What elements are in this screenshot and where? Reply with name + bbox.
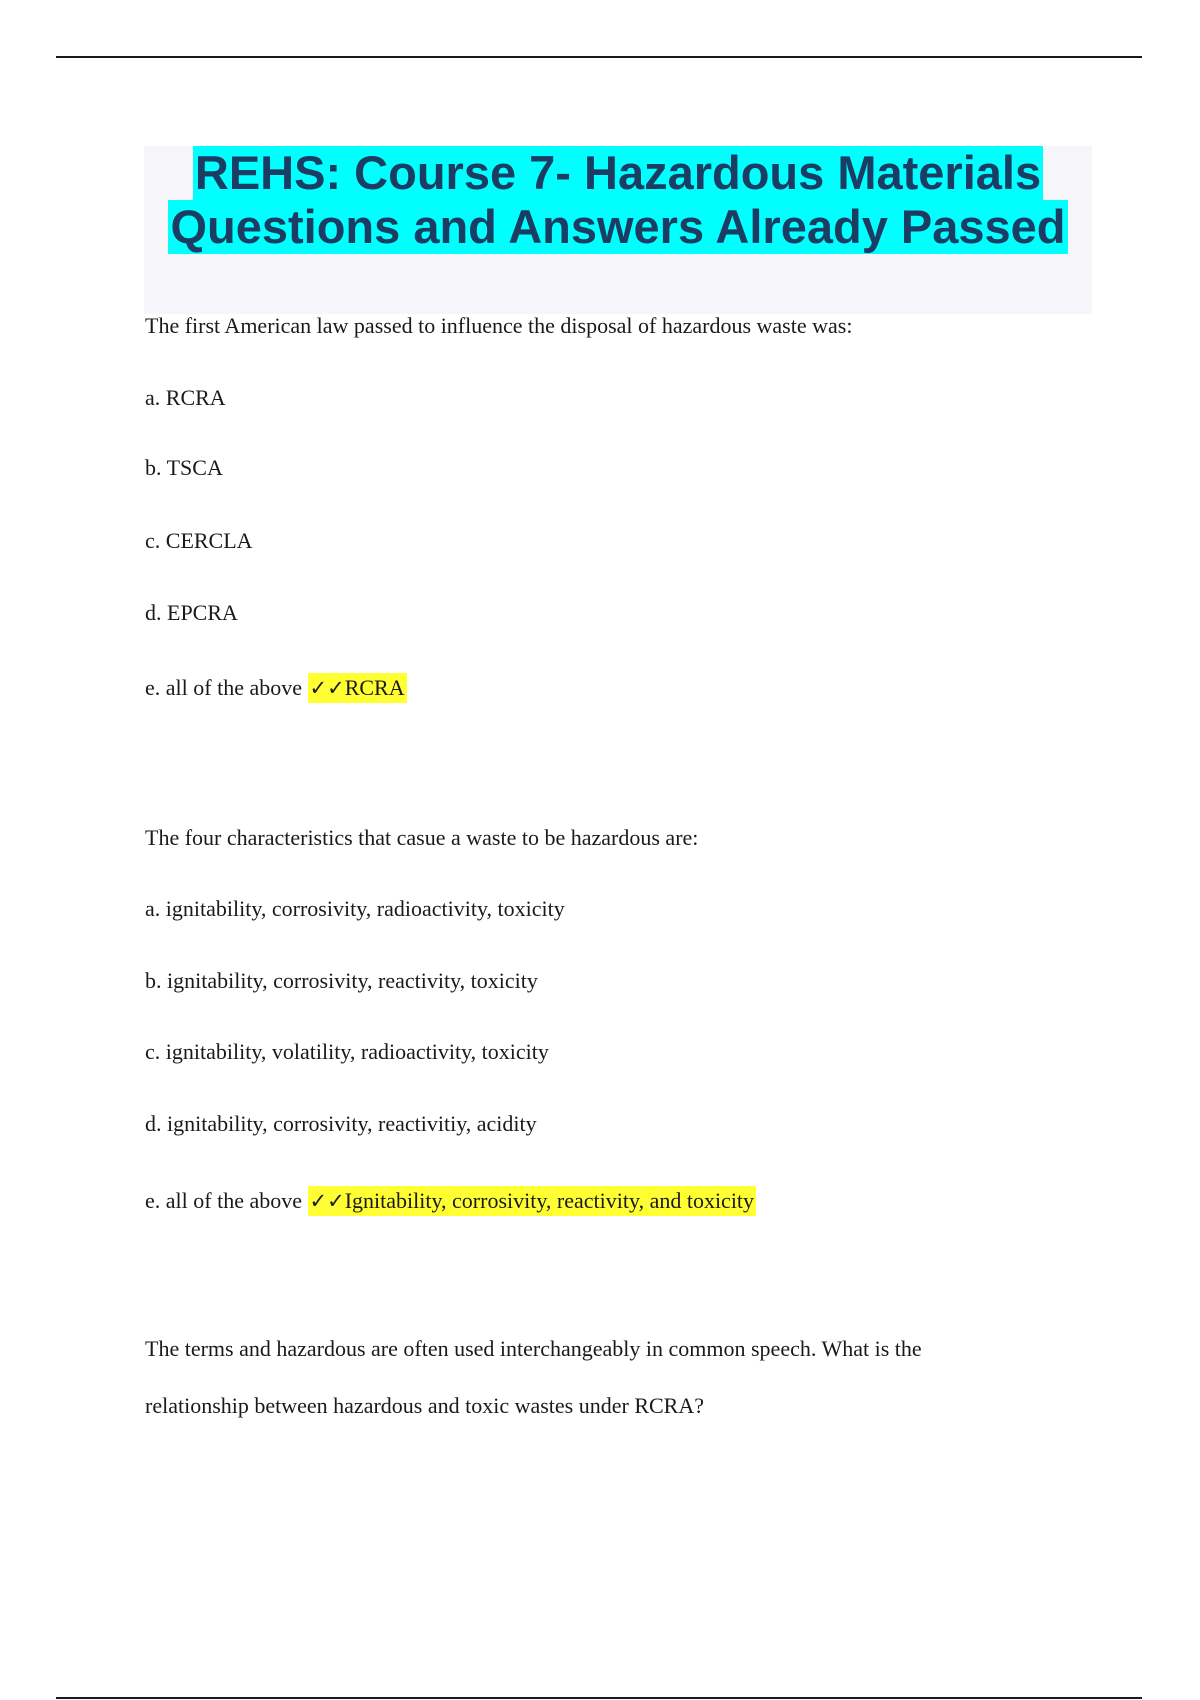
question-1-answer: [308, 673, 407, 703]
question-1-option-b: b. TSCA: [145, 455, 223, 480]
question-2-option-a: a. ignitability, corrosivity, radioactivity, toxicity: [145, 896, 565, 921]
question-2-option-e-row: [145, 1187, 756, 1215]
question-1-answer-text: RCRA: [344, 675, 405, 700]
question-2-text: The four characteristics that casue a waste to be hazardous are:: [145, 825, 699, 850]
question-1-option-e-row: [145, 674, 407, 702]
question-3-text-line-2: relationship between hazardous and toxic wastes under RCRA?: [145, 1393, 705, 1418]
question-1-option-e: e. all of the above: [145, 675, 302, 700]
question-2-option-e: e. all of the above: [145, 1188, 302, 1213]
question-2-answer: [308, 1186, 757, 1216]
double-check-icon: ✓✓: [309, 676, 345, 700]
question-2-answer-text: Ignitability, corrosivity, reactivity, and toxicity: [344, 1188, 755, 1213]
question-1-option-a: a. RCRA: [145, 385, 226, 410]
double-check-icon: ✓✓: [309, 1189, 345, 1213]
top-rule: [56, 56, 1142, 58]
document-title-line-2: Questions and Answers Already Passed: [170, 200, 1066, 253]
question-2-option-c: c. ignitability, volatility, radioactivity, toxicity: [145, 1039, 549, 1064]
question-1-option-d: d. EPCRA: [145, 600, 238, 625]
question-1-option-c: c. CERCLA: [145, 528, 253, 553]
question-2-option-b: b. ignitability, corrosivity, reactivity, toxicity: [145, 968, 538, 993]
bottom-rule: [56, 1697, 1142, 1699]
question-1-text: The first American law passed to influence the disposal of hazardous waste was:: [145, 313, 853, 338]
question-3-text-line-1: The terms and hazardous are often used interchangeably in common speech. What is the: [145, 1336, 922, 1361]
title-block: [144, 146, 1092, 314]
document-title-line-1: REHS: Course 7- Hazardous Materials: [194, 146, 1042, 199]
question-2-option-d: d. ignitability, corrosivity, reactivitiy, acidity: [145, 1111, 537, 1136]
